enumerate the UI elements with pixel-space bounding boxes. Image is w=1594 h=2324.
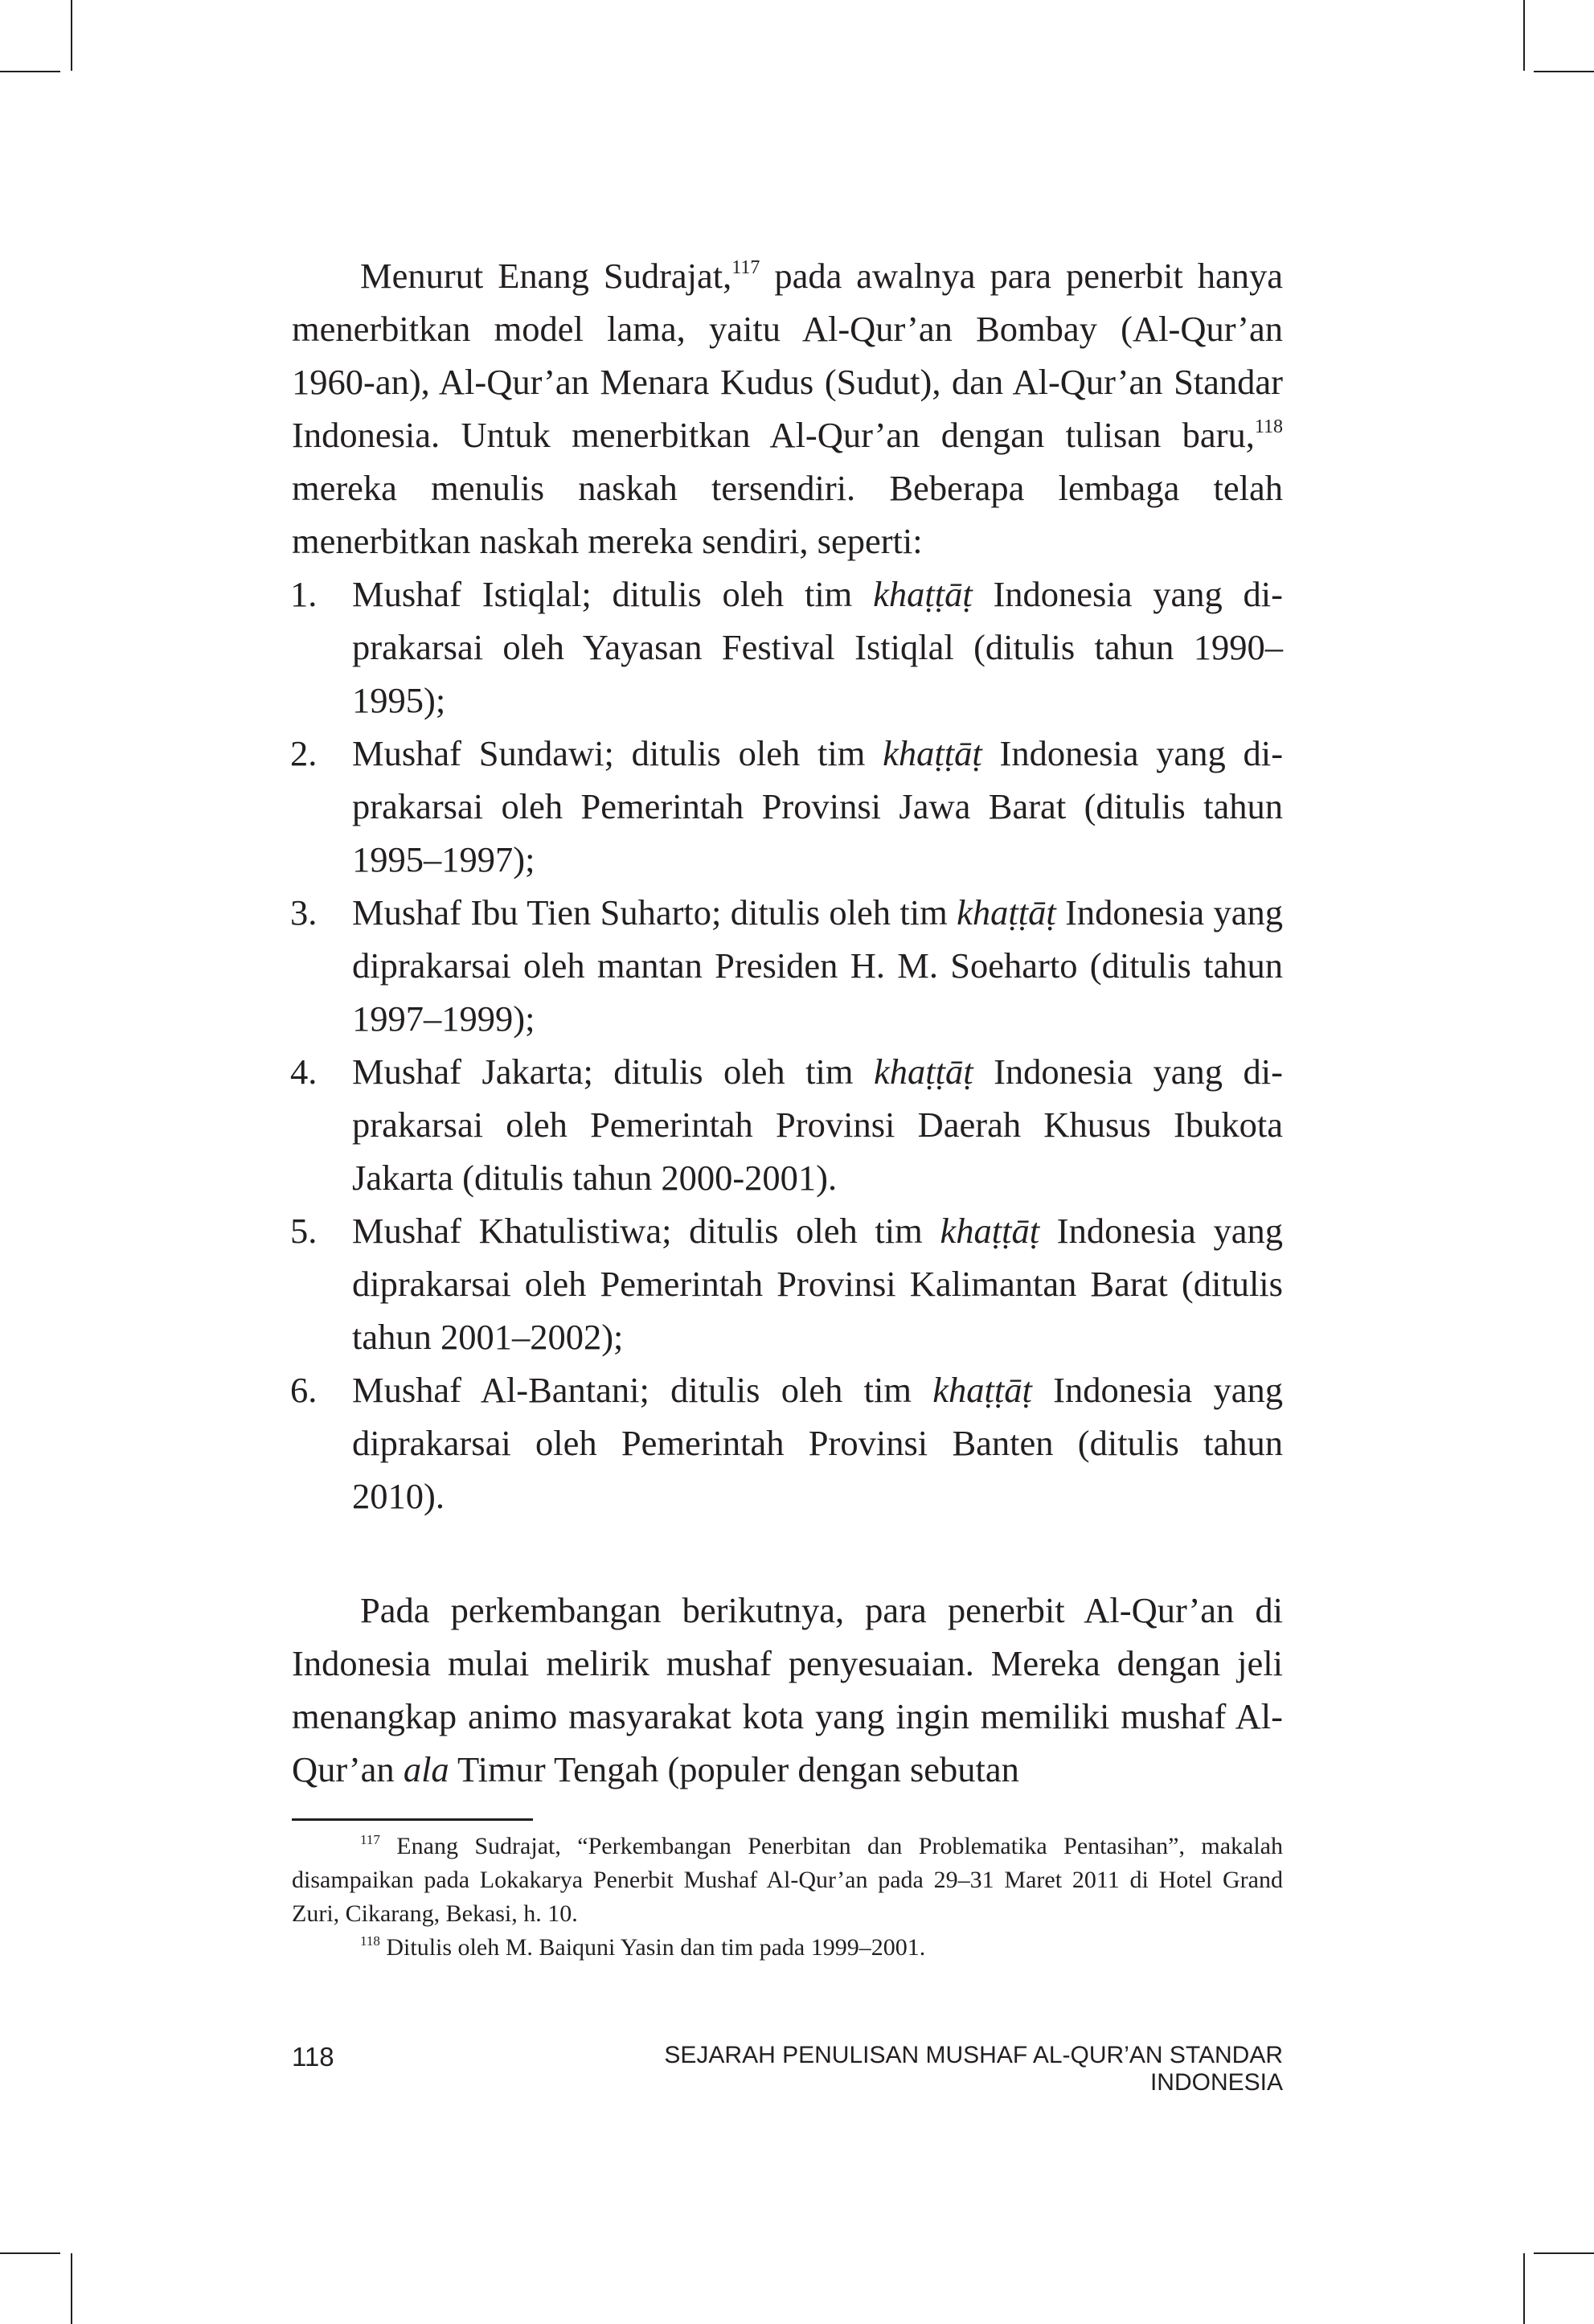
crop-mark-top-left [71,0,72,71]
crop-mark-bottom-right-h [1534,2252,1594,2254]
mushaf-list [292,568,1283,1523]
paragraph-development: Pada perkembangan berikutnya, para penerbit Al-Qur’an di Indonesia mulai melirik mushaf penyesuaian. Mereka dengan jeli menangkap animo masyarakat kota yang ingin memiliki mushaf Al-Qur’an ala Timur Tengah (populer dengan sebutan [292,1590,1283,1789]
footnote-ref-118[interactable]: 118 [1254,416,1283,437]
crop-mark-top-left-h [0,71,60,72]
list-item: 6. Mushaf Al-Bantani; ditulis oleh tim khaṭṭāṭ Indonesia yang diprakarsai oleh Pemerintah Provinsi Banten (ditulis tahun 2010). [290,1370,1283,1516]
crop-mark-bottom-left [71,2253,72,2324]
footnote-117: $^{117}$ Enang Sudrajat, “Perkembangan Penerbitan dan Problematika Pentasihan”, makalah disampaikan pada Lokakarya Penerbit Mushaf Al-Qur’an pada 29–31 Maret 2011 di Hotel Grand Zuri, Cikarang, Bekasi, h. 10. [292,1832,1283,1927]
crop-mark-bottom-left-h [0,2252,60,2254]
crop-mark-top-right [1523,0,1525,71]
page-number: 118 [292,2042,334,2072]
running-title: SEJARAH PENULISAN MUSHAF AL-QUR’AN STANDAR INDONESIA [664,2042,1283,2096]
list-item: 1. Mushaf Istiqlal; ditulis oleh tim khaṭṭāṭ Indonesia yang diprakarsai oleh Yayasan Festival Istiqlal (ditulis tahun 1990–1995); [290,574,1283,720]
paragraph-intro: Menurut Enang Sudrajat,$^{117}$ pada awalnya para penerbit hanya menerbitkan model lama, yaitu Al-Qur’an Bombay (Al-Qur’an 1960-an), Al-Qur’an Menara Kudus (Sudut), dan Al-Qur’an Standar Indonesia. Untuk menerbitkan Al-Qur’an dengan tulisan baru,$^{118}$ mereka menulis naskah tersendiri. Beberapa lembaga telah menerbitkan naskah mereka sendiri, seperti: [292,256,1283,561]
footnote-ref-117[interactable]: 117 [731,257,760,278]
list-item: 3. Mushaf Ibu Tien Suharto; ditulis oleh tim khaṭṭāṭ Indonesia yang diprakarsai oleh mantan Presiden H. M. Soeharto (ditulis tahun 1997–1999); [290,892,1283,1039]
footnotes [292,1830,1283,1965]
footnote-divider [292,1818,533,1821]
crop-mark-top-right-h [1534,71,1594,72]
main-text [292,249,1283,1523]
list-item: 2. Mushaf Sundawi; ditulis oleh tim khaṭṭāṭ Indonesia yang diprakarsai oleh Pemerintah Provinsi Jawa Barat (ditulis tahun 1995–1997); [290,733,1284,879]
footnote-118: $^{118}$ Ditulis oleh M. Baiquni Yasin dan tim pada 1999–2001. [360,1933,926,1961]
list-item: 5. Mushaf Khatulistiwa; ditulis oleh tim khaṭṭāṭ Indonesia yang diprakarsai oleh Pemerintah Provinsi Kalimantan Barat (ditulis tahun 2001–2002); [290,1211,1283,1357]
list-item: 4. Mushaf Jakarta; ditulis oleh tim khaṭṭāṭ Indonesia yang diprakarsai oleh Pemerintah Provinsi Daerah Khusus Ibukota Jakarta (ditulis tahun 2000-2001). [290,1051,1283,1198]
crop-mark-bottom-right [1523,2253,1525,2324]
main-text-continued [292,1584,1283,1796]
